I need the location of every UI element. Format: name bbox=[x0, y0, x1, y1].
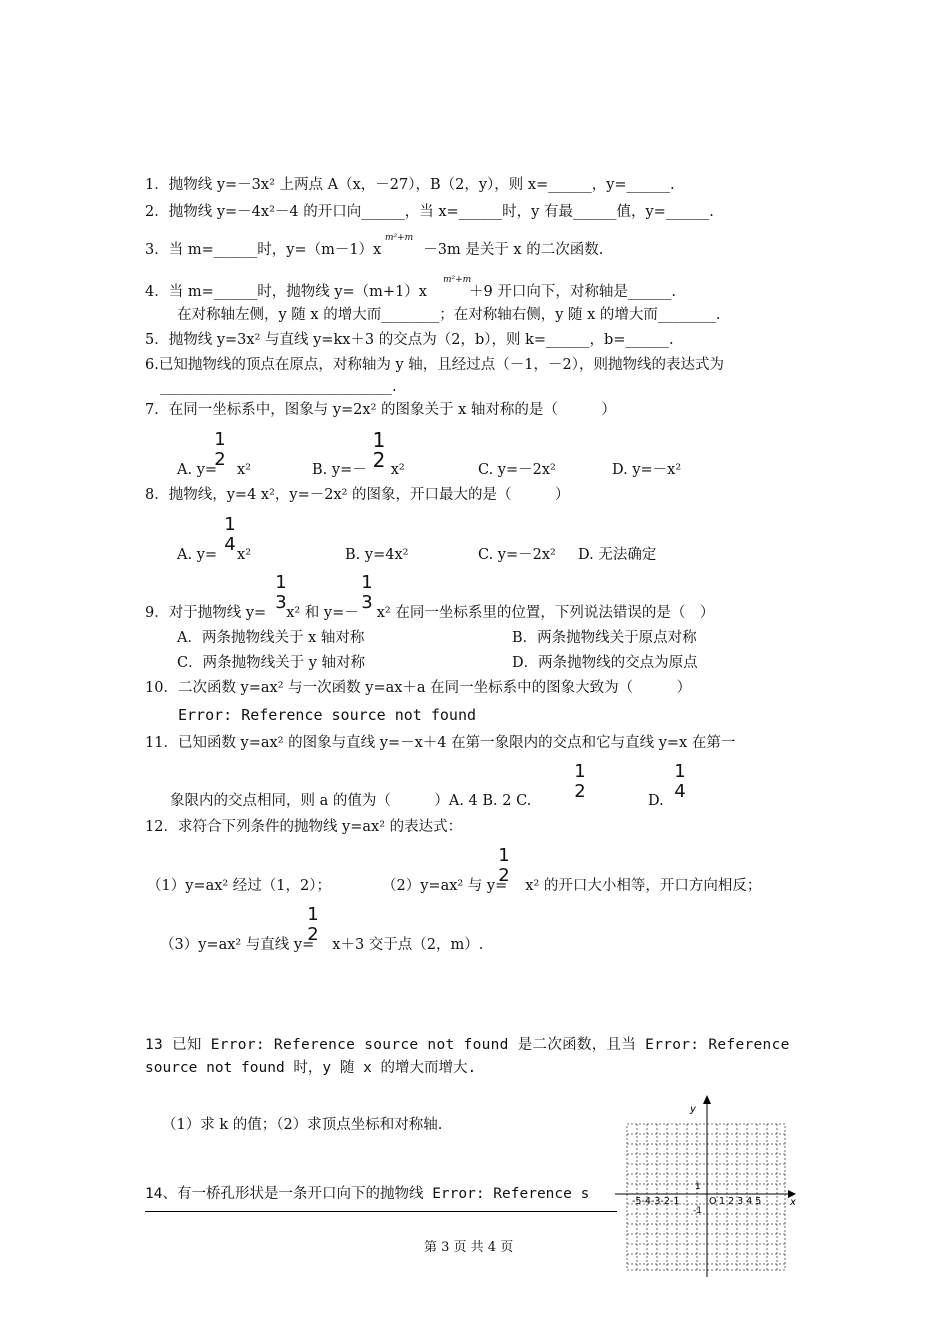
question-6: 6.已知抛物线的顶点在原点，对称轴为 y 轴，且经过点（－1，－2），则抛物线的表达式为 bbox=[145, 357, 724, 373]
x-ticks-negative: -5-4-3-2-1 bbox=[632, 1196, 680, 1207]
y-tick-negative-one: -1 bbox=[693, 1206, 702, 1216]
question-4-part-b: ＋9 开口向下，对称轴是______. bbox=[469, 284, 676, 300]
q9-denominator-2: 3 bbox=[361, 592, 373, 613]
question-4 bbox=[145, 282, 676, 302]
question-10-error: Error: Reference source not found bbox=[178, 706, 477, 724]
question-5: 5．抛物线 y=3x² 与直线 y=kx＋3 的交点为（2，b），则 k=______，b=______. bbox=[145, 332, 674, 348]
question-13-line-1: 13 已知 Error: Reference source not found 是二次函数，且当 Error: Reference bbox=[145, 1037, 790, 1053]
q12-3-denominator: 2 bbox=[307, 924, 319, 945]
part-2-prefix: （2）y=ax² 与 y= bbox=[382, 878, 508, 894]
question-4-exponent: m²+m bbox=[443, 275, 472, 285]
question-12-part-3 bbox=[160, 935, 483, 955]
q11-c-fraction bbox=[572, 762, 588, 802]
q9-fraction-2 bbox=[359, 573, 375, 613]
question-14: 14、有一桥孔形状是一条开口向下的抛物线 Error: Reference s bbox=[145, 1186, 590, 1202]
question-8-option-d: D. 无法确定 bbox=[578, 547, 657, 563]
question-12-part-1: （1）y=ax² 经过（1，2）； bbox=[147, 878, 332, 894]
option-b-suffix: x² bbox=[390, 462, 405, 478]
q8-a-denominator: 4 bbox=[224, 534, 236, 555]
origin-label: O bbox=[709, 1196, 717, 1207]
question-3-part-b: －3m 是关于 x 的二次函数. bbox=[423, 242, 604, 258]
question-4-line-2: 在对称轴左侧，y 随 x 的增大而________；在对称轴右侧，y 随 x 的增大而________. bbox=[177, 307, 721, 323]
q7-a-denominator: 2 bbox=[214, 449, 226, 470]
x-ticks-positive: 1 2 3 4 5 bbox=[719, 1196, 762, 1207]
x-axis-label: x bbox=[790, 1197, 796, 1208]
option-a-suffix: x² bbox=[237, 462, 252, 478]
option-a-prefix: A. y= bbox=[177, 547, 218, 563]
question-3 bbox=[145, 240, 603, 260]
question-9-part-a: 9．对于抛物线 y= bbox=[145, 605, 267, 621]
q11-d-fraction bbox=[672, 762, 688, 802]
option-a-suffix: x² bbox=[237, 547, 252, 563]
question-8-option-c: C. y=－2x² bbox=[478, 547, 556, 563]
q7-b-fraction bbox=[370, 430, 388, 470]
q12-3-numerator: 1 bbox=[307, 904, 319, 925]
q8-a-fraction bbox=[222, 515, 238, 555]
q7-b-denominator: 2 bbox=[372, 448, 386, 472]
question-4-part-a: 4．当 m=______时，抛物线 y=（m+1）x bbox=[145, 284, 427, 300]
question-2: 2．抛物线 y=－4x²－4 的开口向______，当 x=______时，y 有最______值，y=______. bbox=[145, 204, 714, 220]
q7-b-numerator: 1 bbox=[372, 428, 386, 452]
question-7: 7．在同一坐标系中，图象与 y=2x² 的图象关于 x 轴对称的是（ ） bbox=[145, 402, 616, 418]
question-8-option-b: B. y=4x² bbox=[345, 547, 409, 563]
question-9-option-b: B．两条抛物线关于原点对称 bbox=[512, 630, 697, 646]
question-9 bbox=[145, 603, 714, 623]
question-12: 12．求符合下列条件的抛物线 y=ax² 的表达式： bbox=[145, 819, 463, 835]
question-13-line-2: source not found 时，y 随 x 的增大而增大. bbox=[145, 1060, 477, 1076]
question-10: 10．二次函数 y=ax² 与一次函数 y=ax＋a 在同一坐标系中的图象大致为（ ） bbox=[145, 680, 692, 696]
question-9-option-d: D．两条抛物线的交点为原点 bbox=[512, 655, 698, 671]
question-8-option-a bbox=[177, 545, 251, 565]
q12-2-denominator: 2 bbox=[498, 865, 510, 886]
q9-numerator-1: 1 bbox=[275, 572, 287, 593]
q9-denominator-1: 3 bbox=[275, 592, 287, 613]
question-6-blank: ________________________________. bbox=[160, 379, 397, 395]
part-3-prefix: （3）y=ax² 与直线 y= bbox=[160, 937, 315, 953]
q12-2-fraction bbox=[496, 846, 512, 886]
q11-d-denominator: 4 bbox=[674, 781, 686, 802]
question-9-option-c: C．两条抛物线关于 y 轴对称 bbox=[177, 655, 366, 671]
question-13-subparts: （1）求 k 的值；（2）求顶点坐标和对称轴. bbox=[162, 1117, 443, 1133]
question-11: 11．已知函数 y=ax² 的图象与直线 y=－x＋4 在第一象限内的交点和它与直线 y=x 在第一 bbox=[145, 735, 736, 751]
question-7-option-d: D. y=－x² bbox=[612, 462, 682, 478]
q12-2-numerator: 1 bbox=[498, 845, 510, 866]
q11-d-numerator: 1 bbox=[674, 761, 686, 782]
question-12-part-2 bbox=[382, 876, 761, 896]
question-7-option-b bbox=[312, 460, 405, 480]
q11-c-numerator: 1 bbox=[574, 761, 586, 782]
option-a-prefix: A. y= bbox=[177, 462, 218, 478]
divider-line bbox=[145, 1211, 617, 1212]
q7-a-fraction bbox=[212, 430, 228, 470]
q11-c-denominator: 2 bbox=[574, 781, 586, 802]
q9-fraction-1 bbox=[273, 573, 289, 613]
page-footer: 第 3 页 共 4 页 bbox=[424, 1240, 514, 1255]
question-1: 1．抛物线 y=－3x² 上两点 A（x，－27），B（2，y），则 x=______，y=______. bbox=[145, 177, 675, 193]
q7-a-numerator: 1 bbox=[214, 429, 226, 450]
part-3-suffix: x＋3 交于点（2，m）. bbox=[332, 937, 484, 953]
question-3-exponent: m²+m bbox=[385, 233, 414, 243]
question-11-option-d: D. bbox=[648, 793, 664, 809]
y-tick-one: 1 bbox=[695, 1182, 701, 1192]
question-3-part-a: 3．当 m=______时，y=（m－1）x bbox=[145, 242, 382, 258]
y-axis-arrow bbox=[703, 1095, 711, 1104]
question-8: 8．抛物线，y=4 x²，y=－2x² 的图象，开口最大的是（ ） bbox=[145, 487, 570, 503]
question-9-part-c: x² 在同一坐标系里的位置，下列说法错误的是（ ） bbox=[376, 605, 715, 621]
part-2-suffix: x² 的开口大小相等，开口方向相反； bbox=[525, 878, 762, 894]
question-11-line-2: 象限内的交点相同，则 a 的值为（ ）A. 4 B. 2 C. bbox=[170, 793, 532, 809]
question-9-option-a: A．两条抛物线关于 x 轴对称 bbox=[177, 630, 365, 646]
question-7-option-c: C. y=－2x² bbox=[478, 462, 556, 478]
coordinate-grid-diagram bbox=[610, 1092, 800, 1282]
q12-3-fraction bbox=[305, 905, 321, 945]
option-b-prefix: B. y=－ bbox=[312, 462, 367, 478]
y-axis-label: y bbox=[690, 1104, 696, 1115]
question-9-part-b: x² 和 y=－ bbox=[286, 605, 359, 621]
q9-numerator-2: 1 bbox=[361, 572, 373, 593]
q8-a-numerator: 1 bbox=[224, 514, 236, 535]
